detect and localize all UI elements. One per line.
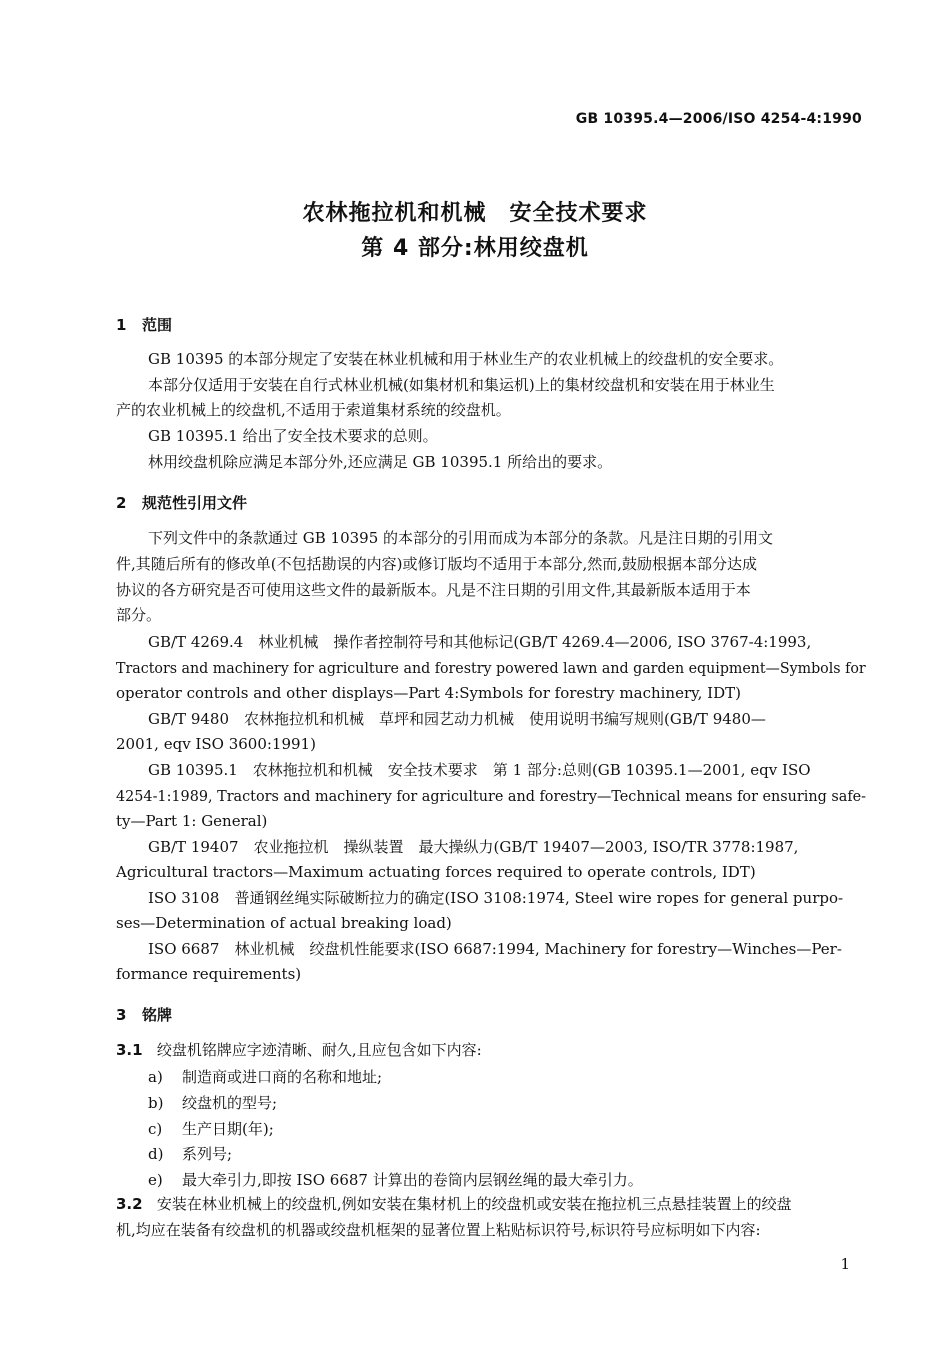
section-2-heading bbox=[116, 492, 247, 513]
s1-line-2: 本部分仅适用于安装在自行式林业机械(如集材机和集运机)上的集材绞盘机和安装在用于林业生 bbox=[148, 376, 775, 394]
list-item-label: b) bbox=[148, 1094, 164, 1112]
s2-line-3: 协议的各方研究是否可使用这些文件的最新版本。凡是不注日期的引用文件,其最新版本适用于本 bbox=[116, 581, 751, 599]
list-item-label: e) bbox=[148, 1171, 163, 1189]
list-item bbox=[148, 1143, 232, 1164]
clause-3-2-text: 安装在林业机械上的绞盘机,例如安装在集材机上的绞盘机或安装在拖拉机三点悬挂装置上的绞盘 bbox=[156, 1195, 792, 1213]
section-1-heading bbox=[116, 314, 172, 335]
s2-line-6: Tractors and machinery for agriculture and forestry powered lawn and garden equipment—Symbols for bbox=[116, 659, 866, 677]
clause-3-2 bbox=[116, 1195, 792, 1213]
list-item bbox=[148, 1066, 382, 1087]
list-item-label: c) bbox=[148, 1120, 163, 1138]
s2-line-12: ty—Part 1: General) bbox=[116, 812, 268, 830]
section-3-number: 3 bbox=[116, 1006, 127, 1024]
section-1-title: 范围 bbox=[142, 316, 173, 334]
clause-3-2-number: 3.2 bbox=[116, 1195, 143, 1213]
title-line-1: 农林拖拉机和机械 安全技术要求 bbox=[302, 201, 648, 226]
s2-line-18: formance requirements) bbox=[116, 965, 302, 983]
page-number: 1 bbox=[840, 1255, 850, 1273]
s2-line-14: Agricultural tractors—Maximum actuating forces required to operate controls, IDT) bbox=[116, 863, 756, 881]
s2-line-5: GB/T 4269.4 林业机械 操作者控制符号和其他标记(GB/T 4269.4—2006, ISO 3767-4:1993, bbox=[148, 633, 812, 651]
list-item-text: 最大牵引力,即按 ISO 6687 计算出的卷筒内层钢丝绳的最大牵引力。 bbox=[182, 1171, 643, 1189]
section-3-heading bbox=[116, 1004, 172, 1025]
s2-line-11: 4254-1:1989, Tractors and machinery for agriculture and forestry—Technical means for ensuring safe- bbox=[116, 787, 866, 805]
list-item bbox=[148, 1169, 643, 1190]
list-item-text: 绞盘机的型号; bbox=[182, 1094, 278, 1112]
clause-3-1-number: 3.1 bbox=[116, 1041, 143, 1059]
s2-line-2: 件,其随后所有的修改单(不包括勘误的内容)或修订版均不适用于本部分,然而,鼓励根据本部分达成 bbox=[116, 555, 758, 573]
s2-line-10: GB 10395.1 农林拖拉机和机械 安全技术要求 第 1 部分:总则(GB 10395.1—2001, eqv ISO bbox=[148, 761, 811, 779]
section-2-title: 规范性引用文件 bbox=[142, 494, 248, 512]
s2-line-16: ses—Determination of actual breaking load) bbox=[116, 914, 452, 932]
s1-line-4: GB 10395.1 给出了安全技术要求的总则。 bbox=[148, 427, 438, 445]
s2-line-7: operator controls and other displays—Part 4:Symbols for forestry machinery, IDT) bbox=[116, 684, 741, 702]
s1-line-5: 林用绞盘机除应满足本部分外,还应满足 GB 10395.1 所给出的要求。 bbox=[148, 453, 613, 471]
s2-line-15: ISO 3108 普通钢丝绳实际破断拉力的确定(ISO 3108:1974, Steel wire ropes for general purpo- bbox=[148, 889, 844, 907]
list-item-text: 系列号; bbox=[182, 1145, 233, 1163]
section-1-number: 1 bbox=[116, 316, 127, 334]
standard-code: GB 10395.4—2006/ISO 4254-4:1990 bbox=[575, 111, 862, 127]
section-2-number: 2 bbox=[116, 494, 127, 512]
section-3-title: 铭牌 bbox=[142, 1006, 173, 1024]
s2-line-13: GB/T 19407 农业拖拉机 操纵装置 最大操纵力(GB/T 19407—2003, ISO/TR 3778:1987, bbox=[148, 838, 799, 856]
list-item-label: a) bbox=[148, 1068, 163, 1086]
clause-3-2-line-2: 机,均应在装备有绞盘机的机器或绞盘机框架的显著位置上粘贴标识符号,标识符号应标明如下内容: bbox=[116, 1221, 761, 1239]
title-line-2: 第 4 部分:林用绞盘机 bbox=[361, 236, 589, 261]
list-item bbox=[148, 1092, 277, 1113]
s2-line-1: 下列文件中的条款通过 GB 10395 的本部分的引用而成为本部分的条款。凡是注日期的引用文 bbox=[148, 529, 774, 547]
list-item-text: 生产日期(年); bbox=[182, 1120, 274, 1138]
list-item bbox=[148, 1118, 274, 1139]
list-item-text: 制造商或进口商的名称和地址; bbox=[182, 1068, 383, 1086]
clause-3-1-text: 绞盘机铭牌应字迹清晰、耐久,且应包含如下内容: bbox=[156, 1041, 482, 1059]
s1-line-3: 产的农业机械上的绞盘机,不适用于索道集材系统的绞盘机。 bbox=[116, 401, 511, 419]
s1-line-1: GB 10395 的本部分规定了安装在林业机械和用于林业生产的农业机械上的绞盘机的安全要求。 bbox=[148, 350, 784, 368]
s2-line-9: 2001, eqv ISO 3600:1991) bbox=[116, 735, 316, 753]
s2-line-8: GB/T 9480 农林拖拉机和机械 草坪和园艺动力机械 使用说明书编写规则(GB/T 9480— bbox=[148, 710, 766, 728]
clause-3-1 bbox=[116, 1041, 482, 1059]
list-item-label: d) bbox=[148, 1145, 164, 1163]
s2-line-4: 部分。 bbox=[116, 606, 162, 624]
s2-line-17: ISO 6687 林业机械 绞盘机性能要求(ISO 6687:1994, Machinery for forestry—Winches—Per- bbox=[148, 940, 842, 958]
